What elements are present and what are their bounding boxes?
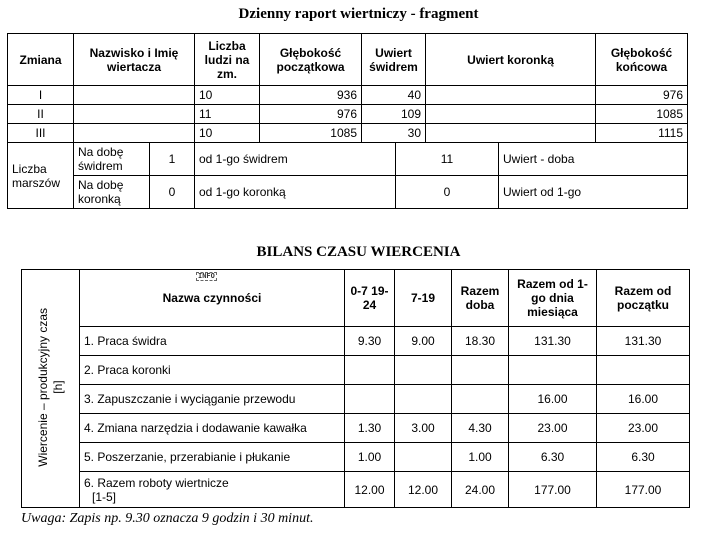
bit-total-label: od 1-go świdrem [195,143,396,176]
side-label [22,270,80,508]
crown-total-value: 0 [396,176,499,209]
cell-end: 1115 [596,124,688,143]
header-name: Nazwisko i Imię wiertacza [74,34,195,86]
cell-shift-b [395,385,452,414]
drilling-time-balance-table [21,269,690,508]
cell-total: 23.00 [597,414,690,443]
table-row [22,327,690,356]
cell-month: 23.00 [509,414,597,443]
cell-total [597,356,690,385]
cell-shift-b: 9.00 [395,327,452,356]
table-row [8,86,688,105]
bit-total-value: 11 [396,143,499,176]
header-end-depth: Głębokość końcowa [596,34,688,86]
shift-report-table [7,33,688,209]
cell-bit: 109 [362,105,426,124]
report-title: Dzienny raport wiertniczy - fragment [238,6,479,22]
header-zmiana: Zmiana [8,34,74,86]
table-row [8,124,688,143]
cell-month: 6.30 [509,443,597,472]
header-shift-0-7-19-24: 0-7 19-24 [345,270,395,327]
header-total-from-start: Razem od początku [597,270,690,327]
cell-month: 131.30 [509,327,597,356]
cell-day [452,356,509,385]
table-row [22,443,690,472]
from-first-label: Uwiert od 1-go [499,176,688,209]
cell-activity: 4. Zmiana narzędzia i dodawanie kawałka [80,414,345,443]
cell-start: 976 [260,105,362,124]
header-bit: Uwiert świdrem [362,34,426,86]
side-label-line2: [h] [50,380,65,394]
cell-bit: 40 [362,86,426,105]
bit-per-day-label: Na dobę świdrem [74,143,150,176]
cell-crown [426,86,596,105]
cell-shift-a: 1.00 [345,443,395,472]
cell-day [452,385,509,414]
cell-day: 24.00 [452,472,509,508]
table-row [22,385,690,414]
header-shift-7-19: 7-19 [395,270,452,327]
cell-shift-a [345,385,395,414]
cell-end: 1085 [596,105,688,124]
cell-month: 177.00 [509,472,597,508]
cell-bit: 30 [362,124,426,143]
cell-zmiana: III [8,124,74,143]
cell-people: 10 [195,86,260,105]
cell-activity: 1. Praca świdra [80,327,345,356]
cell-month [509,356,597,385]
cell-activity: 3. Zapuszczanie i wyciąganie przewodu [80,385,345,414]
cell-shift-b [395,443,452,472]
cell-activity: 5. Poszerzanie, przerabianie i płukanie [80,443,345,472]
cell-name [74,124,195,143]
cell-shift-a [345,356,395,385]
cell-crown [426,124,596,143]
side-label-line1: Wiercenie – produkcyjny czas [35,307,50,467]
header-day-total: Razem doba [452,270,509,327]
cell-start: 936 [260,86,362,105]
header-month-total: Razem od 1-go dnia miesiąca [509,270,597,327]
crown-per-day-value: 0 [150,176,195,209]
header-start-depth: Głębokość początkowa [260,34,362,86]
cell-crown [426,105,596,124]
cell-zmiana: II [8,105,74,124]
cell-shift-b [395,356,452,385]
info-icon: INFO [198,272,215,280]
cell-total: 16.00 [597,385,690,414]
day-total-label: Uwiert - doba [499,143,688,176]
table-row [22,472,690,508]
cell-day: 18.30 [452,327,509,356]
cell-shift-b: 12.00 [395,472,452,508]
cell-shift-a: 1.30 [345,414,395,443]
table-row [8,105,688,124]
balance-title: BILANS CZASU WIERCENIA [256,244,461,260]
table-row [22,414,690,443]
crown-per-day-label: Na dobę koronką [74,176,150,209]
cell-day: 4.30 [452,414,509,443]
cell-total: 177.00 [597,472,690,508]
header-people: Liczba ludzi na zm. [195,34,260,86]
cell-shift-b: 3.00 [395,414,452,443]
cell-shift-a: 12.00 [345,472,395,508]
bit-per-day-value: 1 [150,143,195,176]
cell-people: 11 [195,105,260,124]
cell-zmiana: I [8,86,74,105]
header-crown: Uwiert koronką [426,34,596,86]
header-activity-name: INFO Nazwa czynności [80,270,345,327]
table-row [22,356,690,385]
cell-activity: 2. Praca koronki [80,356,345,385]
cell-total: 6.30 [597,443,690,472]
note: Uwaga: Zapis np. 9.30 oznacza 9 godzin i 30 minut. [21,511,314,526]
cell-people: 10 [195,124,260,143]
cell-start: 1085 [260,124,362,143]
crown-total-label: od 1-go koronką [195,176,396,209]
cell-name [74,105,195,124]
cell-day: 1.00 [452,443,509,472]
cell-name [74,86,195,105]
cell-end: 976 [596,86,688,105]
cell-activity: 6. Razem roboty wiertnicze [1-5] [80,472,345,508]
marches-label: Liczba marszów [8,143,74,209]
cell-month: 16.00 [509,385,597,414]
cell-total: 131.30 [597,327,690,356]
cell-shift-a: 9.30 [345,327,395,356]
